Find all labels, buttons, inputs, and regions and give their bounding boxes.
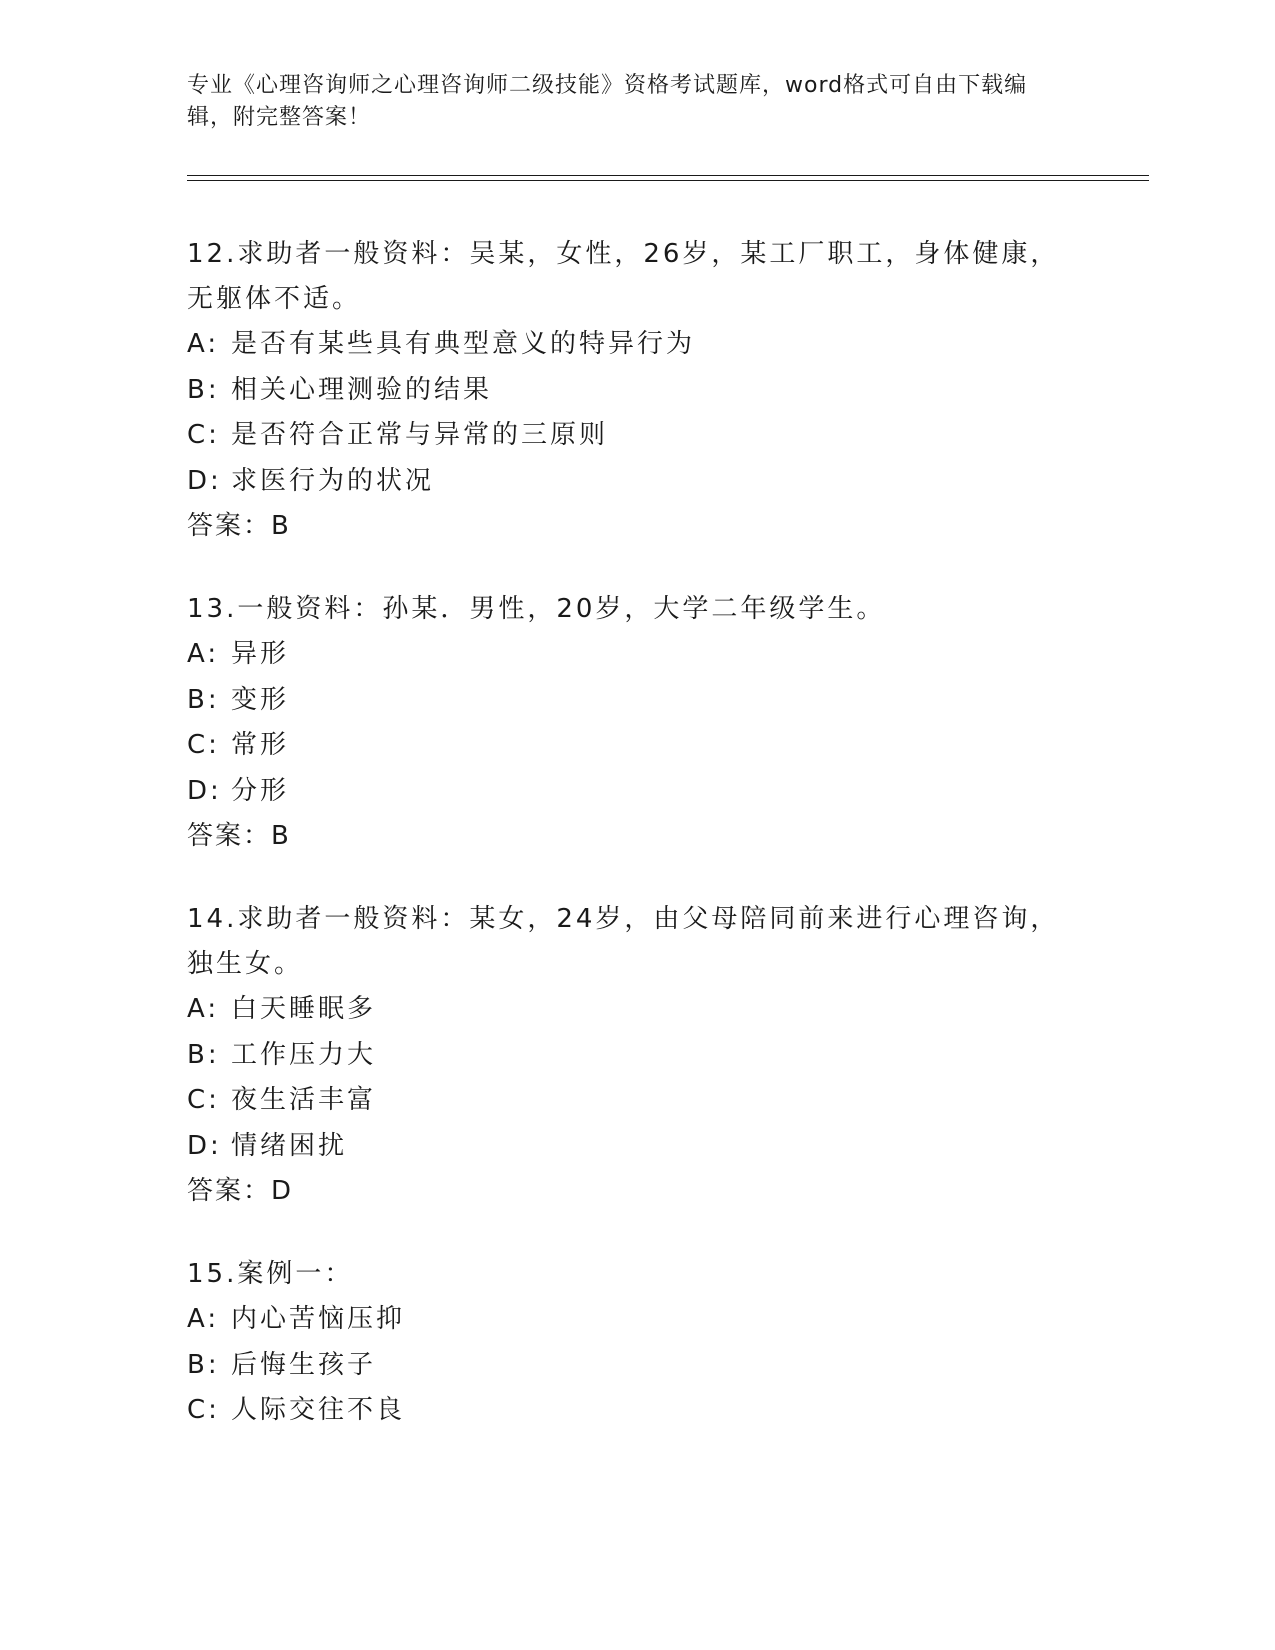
answer: 答案：D (187, 1176, 294, 1206)
document-header (187, 70, 1147, 134)
question-list (187, 232, 1087, 1472)
header-text: 专业《心理咨询师之心理咨询师二级技能》资格考试题库，word格式可自由下载编辑，附完整答案！ (187, 73, 1028, 130)
option-d (187, 459, 1087, 505)
option-c (187, 413, 1087, 459)
question-stem: 14.求助者一般资料：某女，24岁，由父母陪同前来进行心理咨询，独生女。 (187, 904, 1060, 979)
option-text: 人际交往不良 (231, 1395, 406, 1425)
option-text: 白天睡眠多 (231, 994, 377, 1024)
option-text: 是否符合正常与异常的三原则 (231, 420, 609, 450)
option-letter: B: (187, 1039, 220, 1070)
option-b (187, 368, 1087, 414)
option-text: 相关心理测验的结果 (231, 374, 493, 405)
option-text: 异形 (231, 639, 290, 669)
question-14 (187, 897, 1087, 1214)
option-b (187, 1033, 1087, 1079)
option-c (187, 1078, 1087, 1124)
option-text: 后悔生孩子 (231, 1349, 377, 1380)
option-text: 常形 (231, 730, 290, 760)
option-letter: C: (187, 1395, 220, 1425)
option-letter: A: (187, 1304, 220, 1334)
option-letter: A: (187, 994, 220, 1024)
option-c (187, 1388, 1087, 1434)
option-a (187, 1297, 1087, 1343)
option-text: 分形 (231, 775, 290, 806)
option-letter: A: (187, 329, 220, 359)
option-b (187, 678, 1087, 724)
question-stem: 12.求助者一般资料：吴某，女性，26岁，某工厂职工，身体健康，无躯体不适。 (187, 239, 1060, 314)
option-letter: D: (187, 465, 222, 496)
question-stem: 15.案例一： (187, 1259, 354, 1289)
answer: 答案：B (187, 821, 291, 851)
option-a (187, 322, 1087, 368)
option-text: 内心苦恼压抑 (231, 1304, 406, 1334)
option-text: 情绪困扰 (231, 1130, 348, 1161)
question-stem: 13.一般资料：孙某．男性，20岁，大学二年级学生。 (187, 594, 886, 624)
option-text: 求医行为的状况 (231, 465, 435, 496)
option-letter: D: (187, 775, 222, 806)
question-13 (187, 587, 1087, 859)
answer: 答案：B (187, 511, 291, 541)
option-letter: B: (187, 684, 220, 715)
option-letter: C: (187, 1085, 220, 1115)
option-letter: B: (187, 1349, 220, 1380)
option-c (187, 723, 1087, 769)
option-a (187, 987, 1087, 1033)
option-d (187, 769, 1087, 815)
question-15 (187, 1252, 1087, 1434)
option-letter: A: (187, 639, 220, 669)
header-divider-top (187, 175, 1149, 176)
option-a (187, 632, 1087, 678)
option-letter: B: (187, 374, 220, 405)
option-letter: D: (187, 1130, 222, 1161)
option-letter: C: (187, 730, 220, 760)
option-b (187, 1343, 1087, 1389)
option-text: 夜生活丰富 (231, 1085, 377, 1115)
option-letter: C: (187, 420, 220, 450)
option-d (187, 1124, 1087, 1170)
question-12 (187, 232, 1087, 549)
option-text: 工作压力大 (231, 1039, 377, 1070)
option-text: 是否有某些具有典型意义的特异行为 (231, 329, 696, 359)
option-text: 变形 (231, 684, 290, 715)
header-divider-bottom (187, 180, 1149, 181)
